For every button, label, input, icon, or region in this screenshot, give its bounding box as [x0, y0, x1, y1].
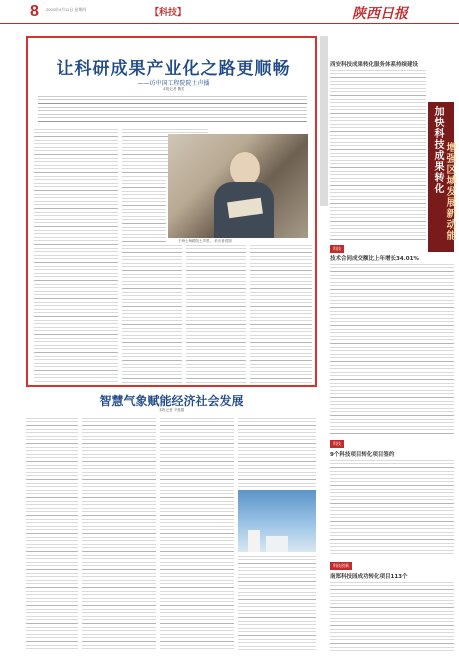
vertical-title-2: 增强区域发展新动能 [444, 142, 455, 241]
second-column-3-bottom [238, 556, 316, 652]
vertical-title-1: 加快科技成果转化 [432, 106, 443, 194]
sidebar-item3-text [330, 460, 454, 556]
sidebar-item2-title: 技术合同成交额比上年增长34.01% [330, 256, 419, 262]
sidebar-vertical-banner [428, 102, 454, 252]
sidebar-item3-tag: 科技 [330, 440, 344, 448]
weather-station-building [266, 536, 288, 552]
sidebar-item4-text [330, 582, 454, 652]
feature-column-4 [250, 245, 312, 384]
feature-byline: 本报记者 魏芳 [162, 87, 185, 91]
page-number: 8 [30, 3, 39, 20]
second-article [26, 392, 317, 654]
portrait-face [230, 152, 260, 186]
sidebar-item2-tag: 科技 [330, 245, 344, 253]
column-separator [320, 36, 328, 206]
feature-article [26, 36, 317, 387]
feature-intro-text [38, 96, 307, 124]
newspaper-logo: 陕西日报 [352, 6, 408, 22]
feature-subtitle: ——访中国工程院院士声播 [137, 80, 210, 87]
second-column-1 [82, 418, 156, 652]
sidebar-item3-title: 9个科技项目转化项目签约 [330, 452, 395, 458]
feature-title: 让科研成果产业化之路更顺畅 [56, 59, 291, 79]
feature-column-2-bottom [122, 245, 182, 384]
second-article-byline: 本报记者 尹惠娟 [158, 408, 185, 412]
second-article-title: 智慧气象赋能经济社会发展 [99, 394, 244, 408]
sidebar-item2-text [330, 264, 454, 434]
second-sidebar-bullets [26, 418, 78, 652]
feature-column-3 [186, 245, 246, 384]
sidebar-item4-title: 南郑科技园成功转化项目113个 [330, 574, 408, 580]
weather-photo [238, 490, 316, 552]
right-sidebar [330, 32, 456, 652]
feature-column-1 [34, 129, 118, 384]
issue-date: 2024年4月11日 星期四 [46, 7, 87, 12]
second-column-3-top [238, 418, 316, 488]
feature-column-2-mid [122, 180, 166, 242]
weather-station-tower [248, 530, 260, 552]
photo-caption: 于海士海路院士声景。 采访者供图 [178, 239, 232, 243]
sidebar-item1-title: 西安科技成果转化服务体系持续建设 [330, 62, 419, 68]
sidebar-item1-text [330, 70, 426, 240]
sidebar-item4-tag: 科技创新 [330, 562, 352, 570]
section-name: 【科技】 [150, 7, 187, 17]
feature-photo [168, 134, 308, 238]
second-column-2 [160, 418, 234, 652]
